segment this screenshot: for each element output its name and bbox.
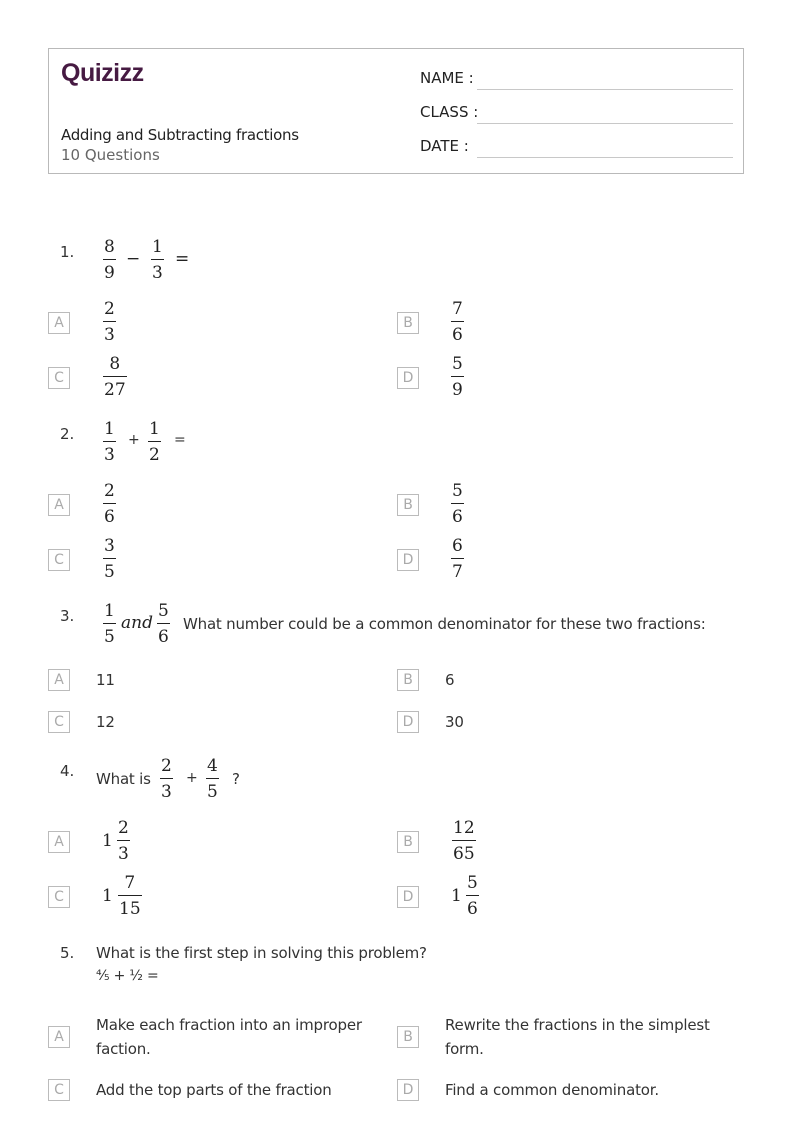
fraction: 1 3 — [152, 237, 163, 283]
option-b-fraction[interactable]: 5 6 — [452, 481, 463, 527]
question-number: 4. — [60, 762, 75, 780]
question-count: 10 Questions — [61, 146, 160, 164]
option-b-box[interactable]: B — [397, 669, 419, 691]
name-label: NAME : — [420, 69, 474, 87]
name-field[interactable] — [477, 89, 733, 90]
equals-sign: = — [174, 432, 186, 448]
option-a-text[interactable]: Make each fraction into an improper faction. — [96, 1016, 362, 1058]
option-d-whole[interactable]: 1 — [451, 886, 462, 906]
option-b-text[interactable]: Rewrite the fractions in the simplest form. — [445, 1016, 710, 1058]
option-b-fraction[interactable]: 7 6 — [452, 299, 463, 345]
question-number: 2. — [60, 425, 75, 443]
option-c-box[interactable]: C — [48, 711, 70, 733]
question-expression: ⅘ + ½ = — [96, 968, 159, 984]
option-c-box[interactable]: C — [48, 549, 70, 571]
option-a-fraction[interactable]: 2 3 — [104, 299, 115, 345]
question-lead-text: What is — [96, 770, 151, 788]
class-field[interactable] — [477, 123, 733, 124]
option-a-box[interactable]: A — [48, 494, 70, 516]
option-d-fraction[interactable]: 5 9 — [452, 354, 463, 400]
option-d-box[interactable]: D — [397, 886, 419, 908]
question-text: What is the first step in solving this problem? — [96, 944, 427, 962]
option-c-fraction[interactable]: 8 27 — [104, 354, 126, 400]
option-b-box[interactable]: B — [397, 1026, 419, 1048]
fraction: 1 2 — [149, 419, 160, 465]
option-a-whole[interactable]: 1 — [102, 831, 113, 851]
worksheet-header — [48, 48, 744, 174]
option-c-box[interactable]: C — [48, 367, 70, 389]
question-number: 1. — [60, 243, 75, 261]
option-b-box[interactable]: B — [397, 494, 419, 516]
option-d-box[interactable]: D — [397, 1079, 419, 1101]
option-c-text[interactable]: 12 — [96, 713, 115, 731]
option-d-box[interactable]: D — [397, 367, 419, 389]
question-number: 3. — [60, 607, 75, 625]
option-d-fraction[interactable]: 5 6 — [467, 873, 478, 919]
date-field[interactable] — [477, 157, 733, 158]
option-b-fraction[interactable]: 12 65 — [453, 818, 475, 864]
minus-sign: − — [126, 249, 141, 269]
option-b-box[interactable]: B — [397, 312, 419, 334]
option-a-fraction[interactable]: 2 3 — [118, 818, 129, 864]
option-c-box[interactable]: C — [48, 886, 70, 908]
option-d-box[interactable]: D — [397, 711, 419, 733]
option-a-box[interactable]: A — [48, 1026, 70, 1048]
option-a-box[interactable]: A — [48, 831, 70, 853]
equals-sign: = — [175, 249, 190, 269]
option-c-fraction[interactable]: 7 15 — [119, 873, 141, 919]
option-d-text[interactable]: Find a common denominator. — [445, 1081, 659, 1099]
question-mark: ? — [232, 770, 240, 788]
question-text: What number could be a common denominator for these two fractions: — [183, 615, 706, 633]
worksheet-title: Adding and Subtracting fractions — [61, 126, 299, 144]
fraction: 1 3 — [104, 419, 115, 465]
quizizz-logo: Quizizz — [61, 59, 144, 87]
option-d-fraction[interactable]: 6 7 — [452, 536, 463, 582]
option-d-box[interactable]: D — [397, 549, 419, 571]
option-a-fraction[interactable]: 2 6 — [104, 481, 115, 527]
option-c-fraction[interactable]: 3 5 — [104, 536, 115, 582]
option-a-text[interactable]: 11 — [96, 671, 115, 689]
plus-sign: + — [128, 432, 140, 448]
option-c-whole[interactable]: 1 — [102, 886, 113, 906]
plus-sign: + — [186, 770, 198, 786]
date-label: DATE : — [420, 137, 469, 155]
question-number: 5. — [60, 944, 75, 962]
fraction: 1 5 — [104, 601, 115, 647]
option-b-text[interactable]: 6 — [445, 671, 455, 689]
fraction: 2 3 — [161, 756, 172, 802]
option-b-box[interactable]: B — [397, 831, 419, 853]
option-a-box[interactable]: A — [48, 312, 70, 334]
option-c-box[interactable]: C — [48, 1079, 70, 1101]
option-c-text[interactable]: Add the top parts of the fraction — [96, 1081, 332, 1099]
option-a-box[interactable]: A — [48, 669, 70, 691]
and-word: and — [121, 613, 153, 633]
option-d-text[interactable]: 30 — [445, 713, 464, 731]
fraction: 5 6 — [158, 601, 169, 647]
fraction: 8 9 — [104, 237, 115, 283]
class-label: CLASS : — [420, 103, 479, 121]
fraction: 4 5 — [207, 756, 218, 802]
